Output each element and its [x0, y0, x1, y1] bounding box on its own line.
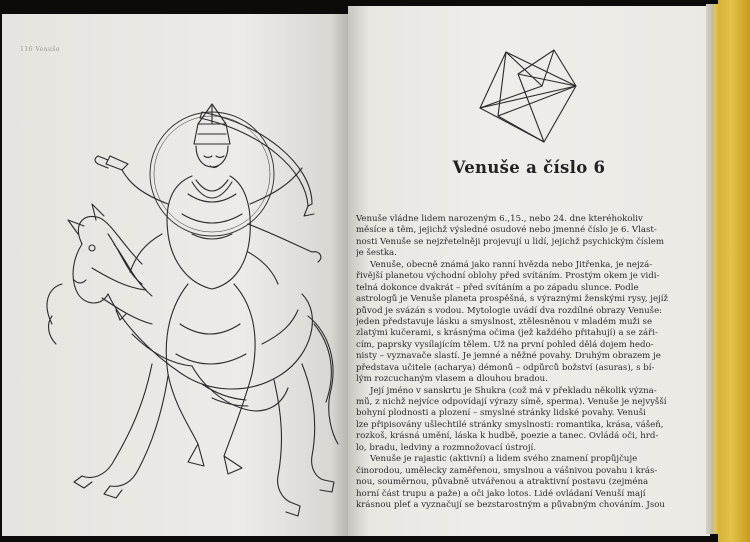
text-line: lze připisovány ušlechtilé stránky smyslnosti: romantika, krása, vášeň, [356, 419, 664, 430]
text-line: horní část trupu a paže) a oči jako lotos. Lidé ovládaní Venuší mají [356, 488, 646, 499]
yellow-background-strip [718, 0, 750, 542]
text-line: řivější planetou východní oblohy před svítáním. Prostým okem je vidi- [356, 271, 660, 282]
text-line: měsíce a těm, jejichž výsledné osudové nebo jmenné číslo je 6. Vlast- [356, 225, 657, 236]
text-line: nosti Venuše se nejzřetelněji projevují u lidí, jejichž psychickým číslem [356, 236, 665, 247]
text-line: nisty – vyznavače slastí. Je jemné a něžné povahy. Druhým obrazem je [356, 351, 661, 362]
text-line: Venuše vládne lidem narozeným 6.,15., nebo 24. dne kteréhokoliv [356, 214, 643, 224]
body-text [356, 214, 698, 511]
text-line: zlatými kučerami, s krásnýma očima (jež každého přitahují) a se záři- [356, 328, 658, 339]
text-line: astrologů je Venuše planeta prospěšná, s výraznými ženskými rysy, jejíž [356, 294, 668, 305]
text-line: Venuše, obecně známá jako ranní hvězda nebo Jitřenka, je nejzá- [370, 259, 653, 270]
star-of-venus-icon [458, 46, 598, 146]
text-line: je šestka. [356, 248, 397, 259]
text-line: činorodou, umělecky zaměřenou, smyslnou a vášnivou povahu i krás- [356, 465, 658, 476]
text-line: cím, paprsky vysílajícím tělem. Už na první pohled dělá dojem hedo- [356, 339, 654, 350]
left-page [2, 14, 348, 536]
right-page [348, 6, 710, 536]
text-line: představa učitele (acharya) démonů – odpůrců božství (asuras), s bí- [356, 362, 655, 373]
text-line: bohyní plodnosti a plození – smyslné stránky lidské povahy. Venuši [356, 408, 646, 419]
text-line: lo, bradu, ledviny a rozmnožovací ústrojí. [356, 442, 536, 453]
text-line: rozkoš, krásná umění, láska k hudbě, poezie a tanec. Ovládá oči, hrd- [356, 431, 659, 442]
text-line: mů, z nichž nejvíce odpovídají výrazy símě, sperma). Venuše je nejvyšší [356, 397, 667, 407]
running-head: 116 Venuše [20, 46, 61, 53]
text-line: jeden představuje lásku a smyslnost, ztělesněnou v mladém muži se [356, 316, 653, 327]
text-line: telná dokonce dvakrát – před svítáním a po západu slunce. Podle [356, 282, 639, 293]
text-line: Venuše je rajastic (aktivní) a lidem svého znamení propůjčuje [370, 454, 638, 465]
text-line: lým rozcuchaným vlasem a dlouhou bradou. [356, 374, 548, 385]
text-line: původ je svázán s vodou. Mytologie uvádí dva rozdílné obrazy Venuše: [356, 305, 663, 316]
text-line: Její jméno v sanskrtu je Shukra (což má v překladu několik význa- [370, 385, 657, 396]
text-line: nou, souměrnou, půvabně utvářenou a atraktivní postavu (zejména [356, 477, 649, 488]
venus-deity-illustration [12, 84, 342, 534]
text-line: krásnou pleť a vyznačují se bezstarostným a půvabným chováním. Jsou [356, 499, 665, 510]
chapter-title: Venuše a číslo 6 [452, 158, 606, 177]
